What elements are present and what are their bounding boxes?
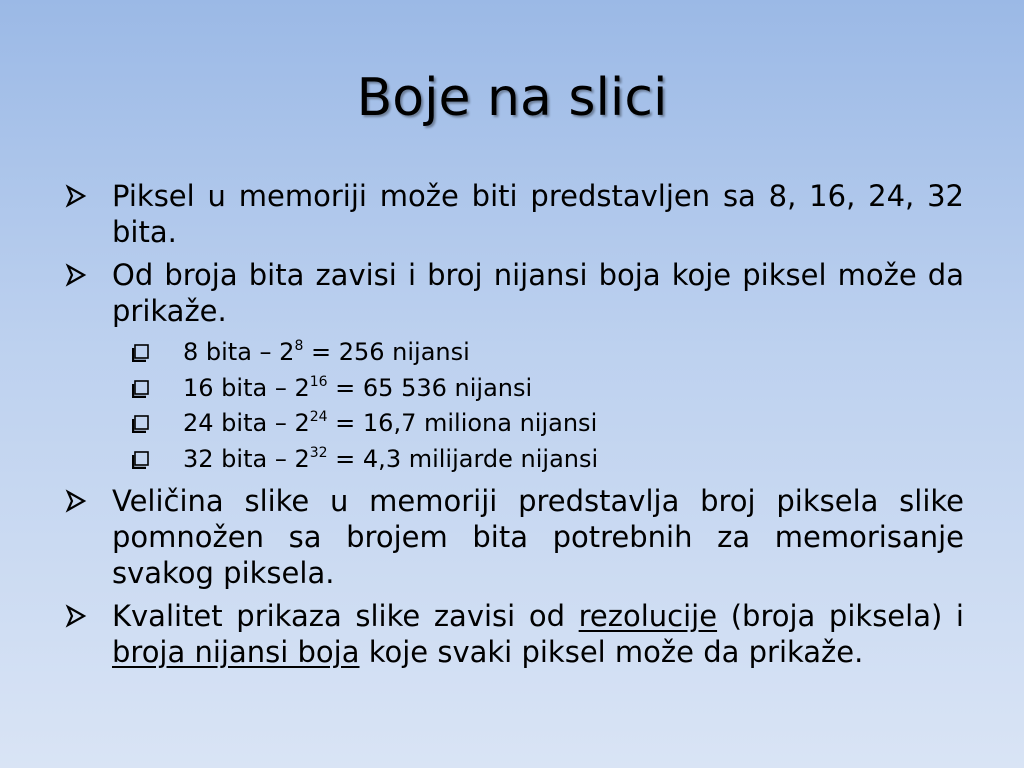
sub-bullet-item <box>132 335 964 371</box>
arrow-bullet-icon <box>62 178 92 214</box>
bullet-text: Piksel u memoriji može biti predstavljen sa 8, 16, 24, 32 bita. <box>112 179 964 249</box>
bullet-list <box>62 178 964 677</box>
square-bullet-icon <box>132 380 150 398</box>
sub-bullet-text: = 16,7 miliona nijansi <box>327 409 598 437</box>
exponent: 32 <box>309 444 328 461</box>
underlined-term-nijanse: broja nijansi boja <box>112 635 360 669</box>
bullet-text: koje svaki piksel može da prikaže. <box>359 635 864 669</box>
sub-bullet-item <box>132 371 964 407</box>
exponent: 16 <box>309 373 328 390</box>
sub-bullet-text: 8 bita – 2 <box>183 338 295 366</box>
square-bullet-icon <box>132 344 150 362</box>
arrow-bullet-icon <box>62 598 92 634</box>
bullet-item <box>62 178 964 250</box>
sub-bullet-text: = 256 nijansi <box>303 338 470 366</box>
bullet-item <box>62 483 964 591</box>
sub-bullet-text: 24 bita – 2 <box>183 409 310 437</box>
bullet-item <box>62 257 964 329</box>
bullet-text: (broja piksela) i <box>717 599 964 633</box>
arrow-bullet-icon <box>62 257 92 293</box>
underlined-term-rezolucije: rezolucije <box>578 599 718 633</box>
slide-title: Boje na slici <box>356 68 668 128</box>
square-bullet-icon <box>132 451 150 469</box>
bullet-text: Veličina slike u memoriji predstavlja broj piksela slike pomnožen sa brojem bita potrebnih za memorisanje svakog piksela. <box>112 484 964 590</box>
sub-bullet-list <box>62 335 964 477</box>
bullet-text: Kvalitet prikaza slike zavisi od <box>112 599 579 633</box>
exponent: 24 <box>309 409 328 425</box>
square-bullet-icon <box>132 415 150 433</box>
sub-bullet-item <box>132 442 964 478</box>
exponent: 8 <box>294 338 304 354</box>
sub-bullet-text: 32 bita – 2 <box>183 444 310 473</box>
bullet-text: Od broja bita zavisi i broj nijansi boja koje piksel može da prikaže. <box>112 258 964 328</box>
sub-bullet-item <box>132 406 964 442</box>
arrow-bullet-icon <box>62 483 92 519</box>
sub-bullet-text: = 65 536 nijansi <box>327 373 533 402</box>
sub-bullet-text: 16 bita – 2 <box>183 373 310 402</box>
bullet-item <box>62 598 964 670</box>
sub-bullet-text: = 4,3 milijarde nijansi <box>327 444 599 473</box>
